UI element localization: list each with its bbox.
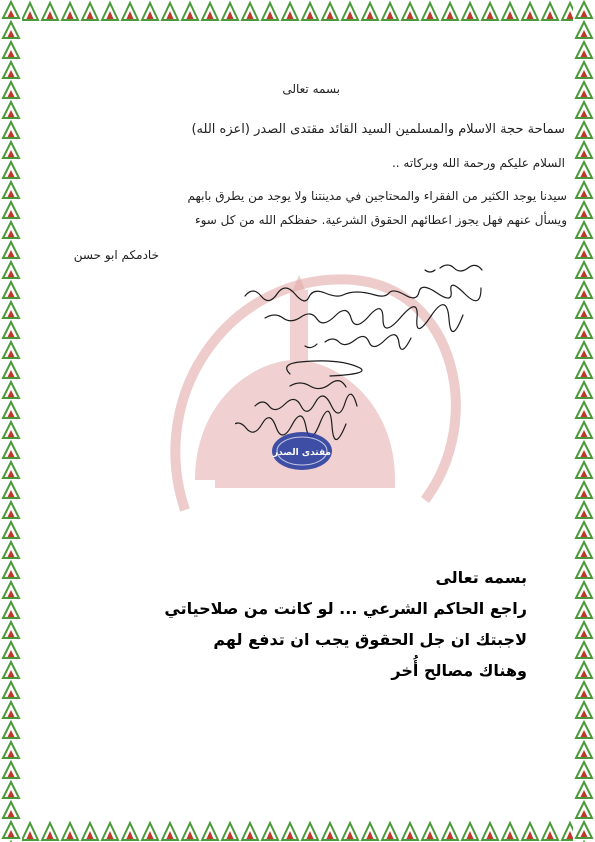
seal-text: مقتدى الصدر: [272, 448, 332, 458]
handwritten-reply-image: [235, 258, 525, 448]
letter-salutation: السلام عليكم ورحمة الله وبركاته ..: [391, 156, 565, 170]
answer-line-1: بسمه تعالى: [435, 568, 527, 587]
border-left: [0, 0, 22, 842]
answer-line-3: لاجبتك ان جل الحقوق يجب ان تدفع لهم: [213, 630, 527, 649]
letter-question-line-2: ويسأل عنهم فهل يجوز اعطائهم الحقوق الشرعية. حفظكم الله من كل سوء: [194, 213, 567, 227]
border-bottom: [0, 820, 595, 842]
border-top: [0, 0, 595, 22]
seal-stamp: [270, 430, 334, 472]
answer-line-2: راجع الحاكم الشرعي ... لو كانت من صلاحياتي: [164, 599, 527, 618]
letter-basmala: بسمه تعالى: [282, 82, 340, 96]
border-right: [573, 0, 595, 842]
letter-greeting: سماحة حجة الاسلام والمسلمين السيد القائد مقتدى الصدر (اعزه الله): [191, 122, 565, 137]
letter-question-line-1: سيدنا يوجد الكثير من الفقراء والمحتاجين في مدينتنا ولا يوجد من يطرق بابهم: [187, 189, 567, 203]
answer-line-4: وهناك مصالح أُخر: [391, 661, 527, 680]
letter-signature: خادمكم ابو حسن: [73, 248, 159, 262]
